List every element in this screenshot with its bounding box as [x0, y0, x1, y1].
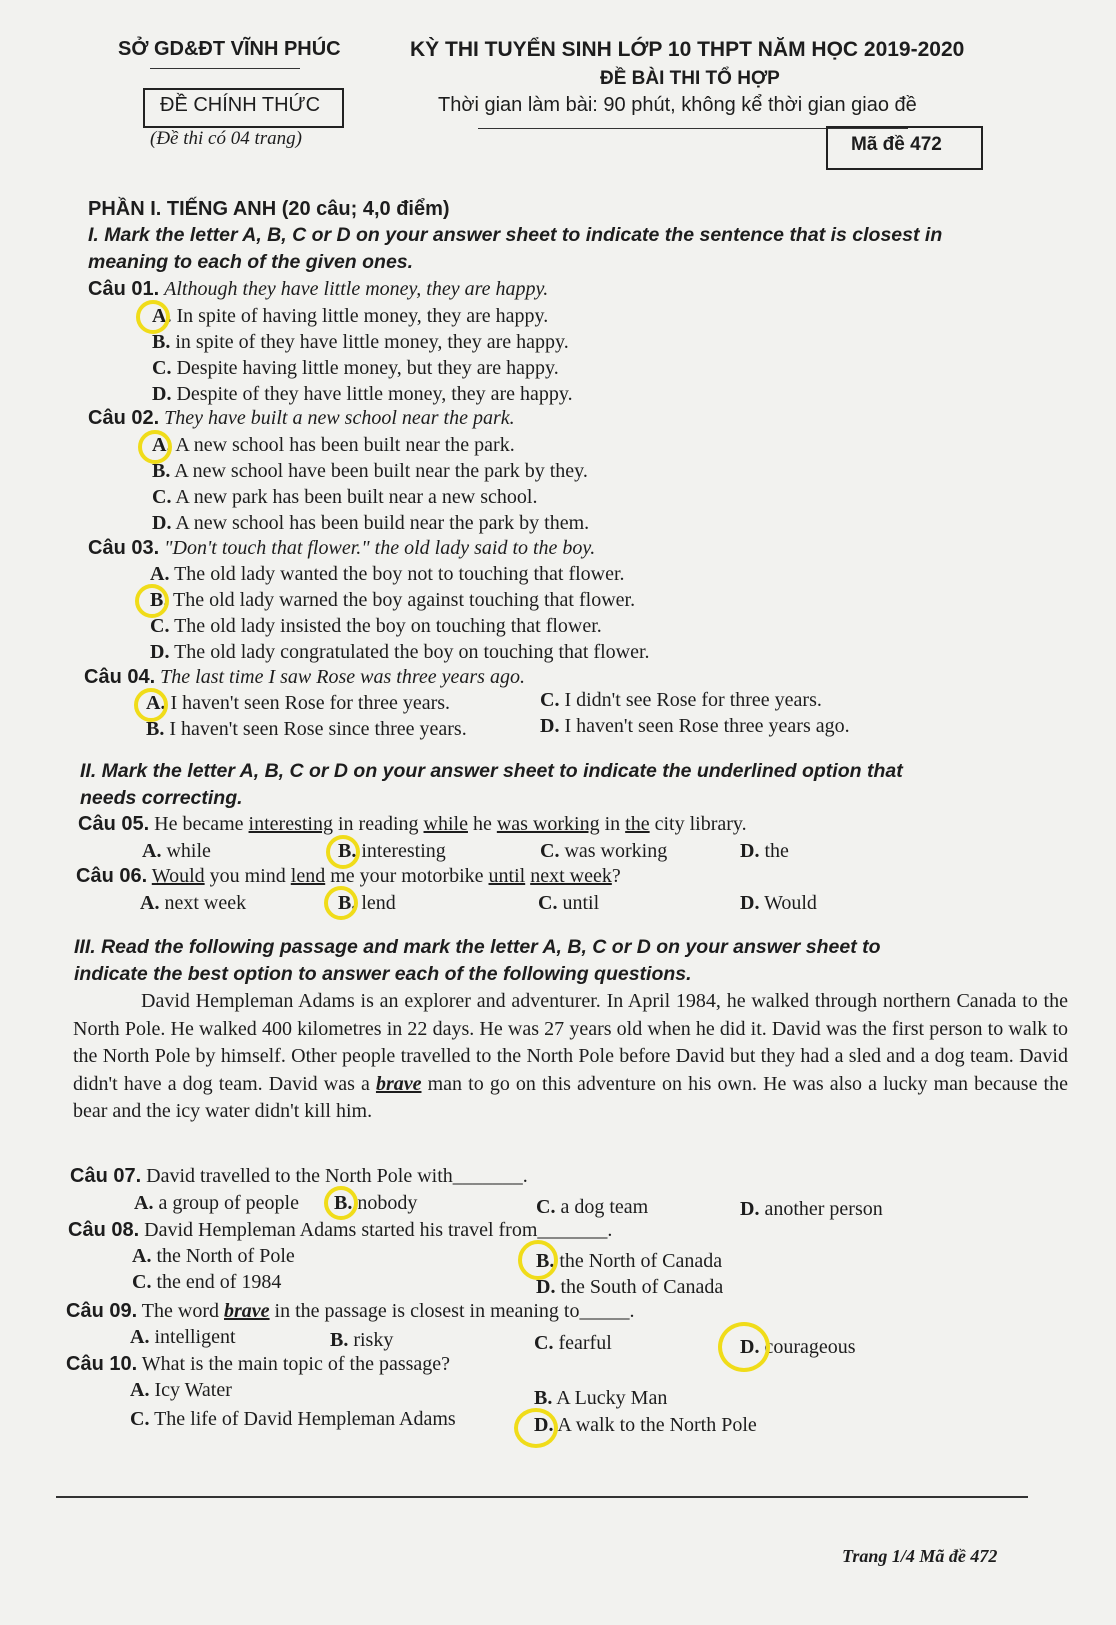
option-text: I haven't seen Rose three years ago.: [564, 715, 850, 737]
option-text: nobody: [357, 1192, 418, 1214]
q05-option-a: [142, 840, 211, 863]
option-letter: B.: [152, 460, 171, 482]
option-letter: A.: [142, 840, 162, 862]
option-text: the North of Pole: [156, 1245, 295, 1267]
option-letter: D.: [740, 1198, 760, 1220]
question-05: [78, 813, 747, 836]
exam-title: KỲ THI TUYỂN SINH LỚP 10 THPT NĂM HỌC 2019-2020: [410, 38, 965, 61]
q02-option-b: [152, 460, 588, 483]
option-text: The life of David Hempleman Adams: [154, 1408, 456, 1430]
option-letter: C.: [130, 1408, 150, 1430]
option-text: the South of Canada: [560, 1276, 724, 1298]
option-letter: B.: [338, 892, 357, 914]
option-letter: B.: [146, 718, 165, 740]
underlined-option: Would: [151, 865, 205, 887]
option-text: I haven't seen Rose for three years.: [170, 692, 451, 714]
answer-highlight-circle: [135, 584, 169, 618]
question-label: Câu 03.: [88, 537, 160, 559]
option-text: The old lady warned the boy against touching that flower.: [172, 589, 636, 611]
option-letter: D.: [540, 715, 560, 737]
exam-time: Thời gian làm bài: 90 phút, không kể thời gian giao đề: [438, 94, 917, 116]
option-letter: C.: [152, 486, 172, 508]
section1-instruction-line2: meaning to each of the given ones.: [88, 251, 414, 273]
question-label: Câu 04.: [84, 666, 156, 688]
q01-option-a: [152, 305, 548, 328]
page-count: (Đề thi có 04 trang): [150, 128, 302, 149]
option-text: A new school have been built near the park by they.: [174, 460, 588, 482]
q10-option-c: [130, 1408, 456, 1431]
stem-keyword: brave: [224, 1300, 270, 1322]
option-text: while: [166, 840, 211, 862]
option-letter: B.: [150, 589, 169, 611]
stem-text: in: [599, 813, 626, 835]
exam-subject: ĐỀ BÀI THI TỔ HỢP: [600, 68, 780, 89]
option-letter: A.: [132, 1245, 152, 1267]
question-label: Câu 09.: [66, 1300, 138, 1322]
underlined-option: lend: [290, 865, 326, 887]
option-letter: B.: [334, 1192, 353, 1214]
stem-text: me your motorbike: [325, 865, 489, 887]
option-letter: A.: [130, 1326, 150, 1348]
option-text: the end of 1984: [156, 1271, 282, 1293]
option-letter: D.: [740, 892, 760, 914]
option-letter: D.: [152, 512, 172, 534]
option-letter: A.: [140, 892, 160, 914]
option-text: Would: [764, 892, 817, 914]
option-text: the North of Canada: [559, 1250, 723, 1272]
q10-option-a: [130, 1379, 232, 1402]
option-letter: D.: [534, 1414, 554, 1436]
option-text: a dog team: [560, 1196, 649, 1218]
answer-highlight-circle: [514, 1408, 558, 1448]
question-01: [88, 278, 548, 301]
question-stem: They have built a new school near the park.: [164, 407, 515, 429]
q03-option-a: [150, 563, 625, 586]
option-letter: B.: [338, 840, 357, 862]
option-text: A Lucky Man: [556, 1387, 668, 1409]
option-letter: D.: [150, 641, 170, 663]
q01-option-b: [152, 331, 569, 354]
option-letter: C.: [132, 1271, 152, 1293]
option-letter: A.: [134, 1192, 154, 1214]
option-text: fearful: [558, 1332, 612, 1354]
answer-highlight-circle: [518, 1240, 558, 1280]
option-letter: D.: [740, 840, 760, 862]
question-stem: What is the main topic of the passage?: [141, 1353, 451, 1375]
option-letter: C.: [540, 840, 560, 862]
option-text: Despite having little money, but they are happy.: [176, 357, 559, 379]
q02-option-a: [152, 434, 515, 457]
exam-code: Mã đề 472: [851, 134, 942, 155]
option-text: The old lady congratulated the boy on touching that flower.: [174, 641, 650, 663]
q08-option-c: [132, 1271, 281, 1294]
section3-instruction-line2: indicate the best option to answer each of the following questions.: [74, 963, 692, 985]
q03-option-d: [150, 641, 650, 664]
section1-instruction-line1: I. Mark the letter A, B, C or D on your answer sheet to indicate the sentence that is closest in: [88, 224, 943, 246]
stem-text: he: [467, 813, 497, 835]
question-stem: "Don't touch that flower." the old lady said to the boy.: [164, 537, 596, 559]
question-label: Câu 02.: [88, 407, 160, 429]
q04-option-d: [540, 715, 850, 738]
stem-text: in reading: [332, 813, 424, 835]
question-08: [68, 1219, 612, 1242]
dept-underline: [150, 68, 300, 69]
option-letter: C.: [534, 1332, 554, 1354]
option-text: interesting: [361, 840, 446, 862]
answer-highlight-circle: [326, 835, 360, 869]
option-text: another person: [764, 1198, 883, 1220]
option-letter: B.: [536, 1250, 555, 1272]
question-label: Câu 01.: [88, 278, 160, 300]
q03-option-b: [150, 589, 635, 612]
stem-text: ?: [611, 865, 621, 887]
option-letter: D.: [740, 1336, 760, 1358]
q03-option-c: [150, 615, 602, 638]
section2-instruction-line2: needs correcting.: [80, 787, 243, 809]
option-text: risky: [353, 1329, 394, 1351]
q07-option-a: [134, 1192, 299, 1215]
dept-name: SỞ GD&ĐT VĨNH PHÚC: [118, 38, 341, 60]
question-stem: David Hempleman Adams started his travel from_______.: [144, 1219, 613, 1241]
option-text: The old lady wanted the boy not to touching that flower.: [174, 563, 625, 585]
option-letter: A.: [150, 563, 170, 585]
question-stem: Although they have little money, they are happy.: [164, 278, 549, 300]
question-stem: The last time I saw Rose was three years ago.: [160, 666, 525, 688]
option-letter: C.: [150, 615, 170, 637]
reading-passage: [73, 988, 1068, 1126]
option-letter: C.: [540, 689, 560, 711]
option-letter: A.: [152, 305, 172, 327]
stem-text: The word: [141, 1300, 224, 1322]
question-10: [66, 1353, 450, 1376]
q06-option-d: [740, 892, 817, 915]
option-text: In spite of having little money, they are happy.: [176, 305, 549, 327]
option-text: I haven't seen Rose since three years.: [169, 718, 467, 740]
option-text: I didn't see Rose for three years.: [564, 689, 822, 711]
underlined-option: was working: [496, 813, 600, 835]
section3-instruction-line1: III. Read the following passage and mark the letter A, B, C or D on your answer sheet to: [74, 936, 881, 958]
option-text: Icy Water: [154, 1379, 232, 1401]
question-04: [84, 666, 525, 689]
question-label: Câu 06.: [76, 865, 148, 887]
q05-option-c: [540, 840, 667, 863]
section2-instruction-line1: II. Mark the letter A, B, C or D on your answer sheet to indicate the underlined option that: [80, 760, 903, 782]
option-letter: B.: [152, 331, 171, 353]
q08-option-d: [536, 1276, 723, 1299]
question-02: [88, 407, 515, 430]
answer-highlight-circle: [138, 430, 172, 464]
answer-highlight-circle: [134, 688, 168, 722]
option-letter: B.: [534, 1387, 553, 1409]
question-label: Câu 10.: [66, 1353, 138, 1375]
footer-rule: [56, 1496, 1028, 1498]
part1-title: PHẦN I. TIẾNG ANH (20 câu; 4,0 điểm): [88, 198, 450, 220]
q08-option-b: [536, 1250, 722, 1273]
stem-text: He became: [154, 813, 249, 835]
question-label: Câu 08.: [68, 1219, 140, 1241]
stem-text: you mind: [204, 865, 291, 887]
option-letter: D.: [536, 1276, 556, 1298]
q09-option-a: [130, 1326, 236, 1349]
q01-option-c: [152, 357, 559, 380]
option-text: Despite of they have little money, they are happy.: [176, 383, 573, 405]
option-text: courageous: [764, 1336, 856, 1358]
q09-option-c: [534, 1332, 612, 1355]
underlined-option: the: [625, 813, 650, 835]
option-letter: C.: [536, 1196, 556, 1218]
option-text: A new park has been built near a new school.: [175, 486, 538, 508]
q02-option-c: [152, 486, 537, 509]
option-text: lend: [361, 892, 396, 914]
option-letter: C.: [538, 892, 558, 914]
option-text: A walk to the North Pole: [557, 1414, 757, 1436]
passage-text: David Hempleman Adams is an explorer and adventurer. In April 1984, he walked through northern Canada to the North Pole. He walked 400 kilometres in 22 days. He was 27 years old when he did it. David was the first person to walk to the North Pole by himself. Other people travelled to the North Pole before David but they had a sled and a dog team. David didn't have a dog team. David was a: [73, 990, 1068, 1095]
official-label: ĐỀ CHÍNH THỨC: [160, 94, 321, 116]
q04-option-b: [146, 718, 467, 741]
q05-option-d: [740, 840, 789, 863]
option-text: until: [562, 892, 600, 914]
option-text: a group of people: [158, 1192, 299, 1214]
underlined-option: next week: [530, 865, 612, 887]
page-footer: Trang 1/4 Mã đề 472: [842, 1546, 998, 1566]
q01-option-d: [152, 383, 573, 406]
q10-option-b: [534, 1387, 667, 1410]
q02-option-d: [152, 512, 589, 535]
question-07: [70, 1165, 528, 1188]
option-text: was working: [564, 840, 668, 862]
option-letter: A.: [152, 434, 172, 456]
underlined-option: while: [423, 813, 468, 835]
option-text: the: [764, 840, 789, 862]
question-06: [76, 865, 621, 888]
q04-option-a: [146, 692, 450, 715]
stem-text: city library.: [649, 813, 747, 835]
option-text: next week: [164, 892, 247, 914]
answer-highlight-circle: [324, 886, 358, 920]
question-stem: David travelled to the North Pole with_______.: [146, 1165, 528, 1187]
passage-text: man to go on this adventure on his own. He was also a lucky man because the bear and the icy water didn't kill him.: [73, 1072, 1068, 1122]
question-label: Câu 07.: [70, 1165, 142, 1187]
q06-option-a: [140, 892, 246, 915]
q07-option-c: [536, 1196, 648, 1219]
option-text: in spite of they have little money, they are happy.: [175, 331, 569, 353]
passage-keyword: brave: [375, 1072, 422, 1095]
q09-option-b: [330, 1329, 393, 1352]
option-letter: A.: [130, 1379, 150, 1401]
option-letter: A.: [146, 692, 166, 714]
answer-highlight-circle: [718, 1322, 770, 1372]
option-letter: C.: [152, 357, 172, 379]
option-text: A new school has been built near the park.: [175, 434, 515, 456]
option-text: The old lady insisted the boy on touching that flower.: [174, 615, 602, 637]
question-09: [66, 1300, 635, 1323]
option-letter: B.: [330, 1329, 349, 1351]
option-letter: D.: [152, 383, 172, 405]
question-label: Câu 05.: [78, 813, 150, 835]
answer-highlight-circle: [136, 300, 170, 334]
q07-option-d: [740, 1198, 883, 1221]
q08-option-a: [132, 1245, 295, 1268]
answer-highlight-circle: [324, 1186, 358, 1220]
option-text: intelligent: [154, 1326, 236, 1348]
q04-option-c: [540, 689, 822, 712]
question-03: [88, 537, 595, 560]
q10-option-d: [534, 1414, 757, 1437]
underlined-option: until: [488, 865, 526, 887]
stem-text: in the passage is closest in meaning to_____.: [269, 1300, 635, 1322]
option-text: A new school has been build near the park by them.: [175, 512, 590, 534]
q06-option-c: [538, 892, 599, 915]
underlined-option: interesting: [248, 813, 333, 835]
